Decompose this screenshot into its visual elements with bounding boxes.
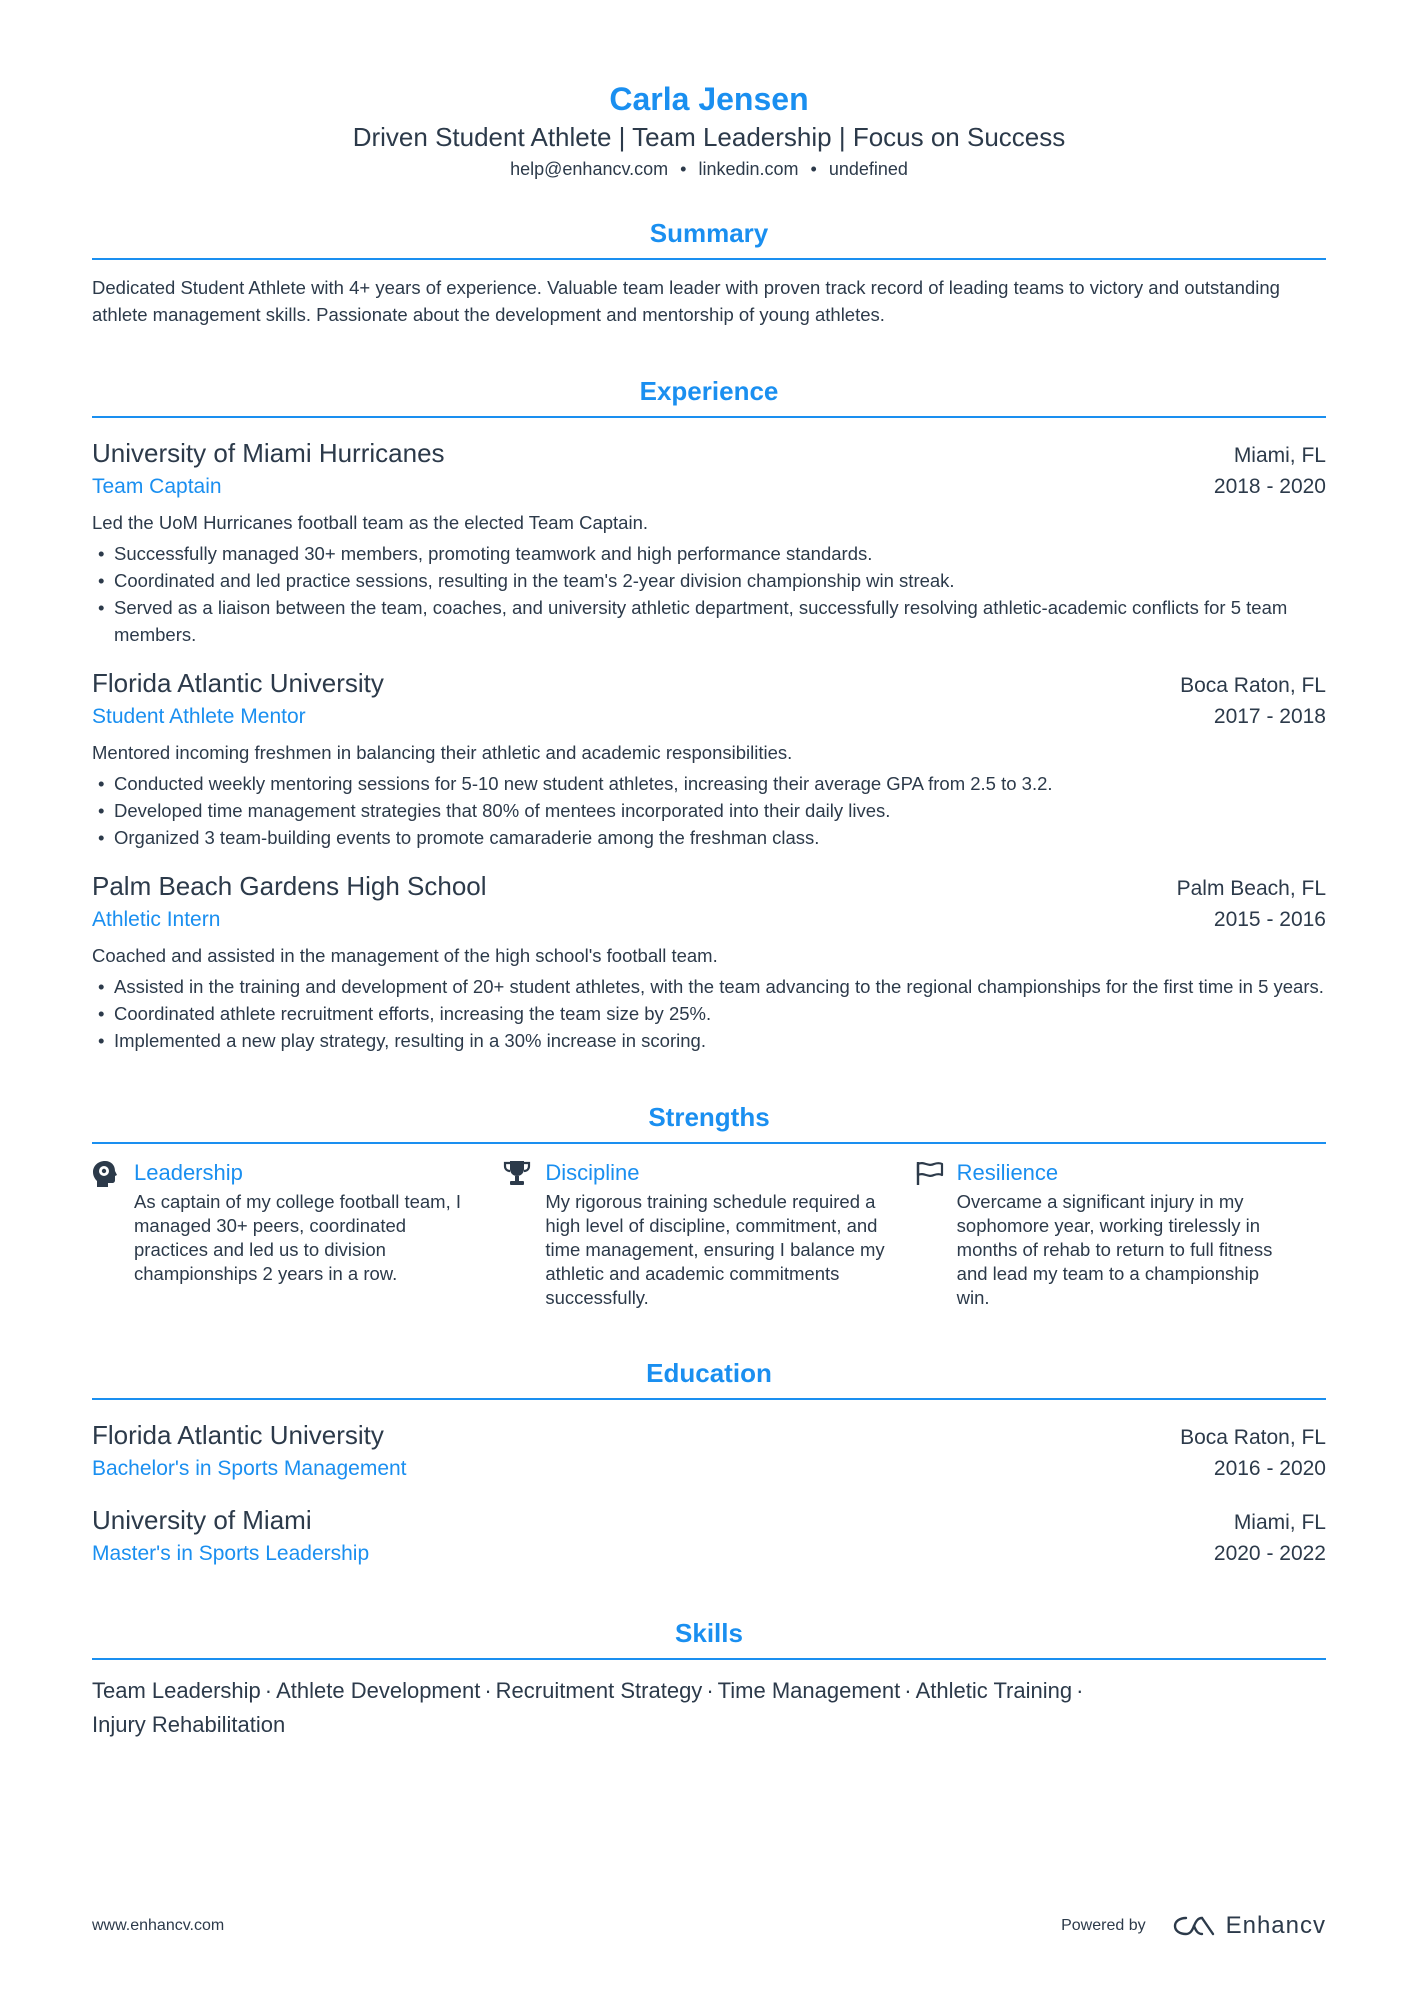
job-location: Boca Raton, FL [1180, 674, 1326, 697]
experience-entry [92, 436, 1326, 648]
job-location: Palm Beach, FL [1176, 877, 1326, 900]
job-dates: 2018 - 2020 [1213, 475, 1326, 498]
separator-dot: · [706, 1678, 714, 1703]
experience-entry [92, 666, 1326, 851]
strength-title: Discipline [545, 1160, 640, 1185]
experience-entry [92, 869, 1326, 1054]
bullet-item: • Assisted in the training and development of 20+ student athletes, with the team advancing to the regional championships for the first time in 5 years. [92, 973, 1326, 1000]
job-title: Student Athlete Mentor [92, 705, 306, 728]
school-location: Miami, FL [1233, 1511, 1326, 1534]
strength-title: Resilience [956, 1160, 1059, 1185]
powered-by-label: Powered by [1061, 1917, 1146, 1934]
education-dates: 2016 - 2020 [1213, 1457, 1326, 1480]
education-dates: 2020 - 2022 [1213, 1542, 1326, 1565]
page-footer [92, 1912, 1326, 1940]
school-location: Boca Raton, FL [1180, 1426, 1326, 1449]
strength-item [915, 1158, 1326, 1310]
education-entry [92, 1503, 1326, 1570]
bullet-icon: • [98, 1030, 105, 1051]
job-dates: 2015 - 2016 [1213, 908, 1326, 931]
employer-name: Palm Beach Gardens High School [92, 871, 487, 901]
degree-name: Bachelor's in Sports Management [92, 1457, 407, 1480]
employer-name: University of Miami Hurricanes [92, 438, 445, 468]
education-section [92, 1356, 1326, 1570]
contact-other: undefined [828, 159, 908, 179]
education-entry [92, 1418, 1326, 1485]
enhancv-logo-icon [1172, 1915, 1216, 1937]
job-bullets [92, 770, 1326, 851]
footer-website[interactable]: www.enhancv.com [92, 1917, 225, 1934]
strengths-grid [92, 1158, 1326, 1310]
school-name: Florida Atlantic University [92, 1420, 384, 1450]
job-bullets [92, 540, 1326, 648]
separator-dot: · [904, 1678, 912, 1703]
bullet-icon: • [98, 543, 105, 564]
bullet-icon: • [98, 597, 105, 618]
bullet-icon: • [98, 976, 105, 997]
strength-item [92, 1158, 503, 1310]
contact-linkedin[interactable]: linkedin.com [698, 159, 799, 179]
head-brain-icon [92, 1158, 134, 1310]
section-title-skills: Skills [92, 1616, 1326, 1660]
skill-item: Time Management [717, 1678, 901, 1703]
bullet-item: • Organized 3 team-building events to promote camaraderie among the freshman class. [92, 824, 1326, 851]
separator-dot: · [1076, 1678, 1084, 1703]
job-location: Miami, FL [1233, 444, 1326, 467]
skill-item: Athletic Training [915, 1678, 1073, 1703]
bullet-item: • Successfully managed 30+ members, promoting teamwork and high performance standards. [92, 540, 1326, 567]
bullet-icon: • [98, 827, 105, 848]
skill-item: Team Leadership [92, 1678, 261, 1703]
candidate-subtitle: Driven Student Athlete | Team Leadership | Focus on Success [352, 122, 1066, 152]
bullet-item: • Developed time management strategies that 80% of mentees incorporated into their daily lives. [92, 797, 1326, 824]
strength-description: My rigorous training schedule required a high level of discipline, commitment, and time management, ensuring I balance my athletic and academic commitments successfully. [545, 1191, 885, 1308]
section-title-education: Education [92, 1356, 1326, 1400]
bullet-item: • Implemented a new play strategy, resulting in a 30% increase in scoring. [92, 1027, 1326, 1054]
skill-item: Recruitment Strategy [495, 1678, 703, 1703]
job-title: Athletic Intern [92, 908, 221, 931]
separator-dot: · [264, 1678, 273, 1703]
separator-dot: • [810, 159, 817, 179]
enhancv-logo[interactable] [1172, 1912, 1326, 1940]
bullet-icon: • [98, 773, 105, 794]
strength-description: As captain of my college football team, I managed 30+ peers, coordinated practices and led us to division championships 2 years in a row. [134, 1191, 462, 1284]
skill-item: Athlete Development [276, 1678, 481, 1703]
separator-dot: · [484, 1678, 492, 1703]
bullet-item: • Served as a liaison between the team, coaches, and university athletic department, successfully resolving athletic-academic conflicts for 5 team members. [92, 594, 1326, 648]
separator-dot: • [680, 159, 687, 179]
bullet-item: • Coordinated and led practice sessions, resulting in the team's 2-year division championship win streak. [92, 567, 1326, 594]
job-description: Mentored incoming freshmen in balancing their athletic and academic responsibilities. [92, 742, 793, 763]
candidate-name: Carla Jensen [609, 81, 809, 117]
strength-title: Leadership [134, 1160, 243, 1185]
contact-email[interactable]: help@enhancv.com [510, 159, 669, 179]
contact-line [92, 156, 1326, 182]
bullet-icon: • [98, 800, 105, 821]
footer-branding [1061, 1912, 1326, 1940]
summary-section [92, 216, 1326, 328]
experience-section [92, 374, 1326, 1054]
bullet-icon: • [98, 1003, 105, 1024]
summary-text: Dedicated Student Athlete with 4+ years of experience. Valuable team leader with proven track record of leading teams to victory and outstanding athlete management skills. Passionate about the development and mentorship of young athletes. [92, 277, 1280, 325]
job-bullets [92, 973, 1326, 1054]
section-title-summary: Summary [92, 216, 1326, 260]
section-title-experience: Experience [92, 374, 1326, 418]
skills-list [92, 1674, 1326, 1742]
flag-icon [915, 1158, 957, 1310]
bullet-icon: • [98, 570, 105, 591]
degree-name: Master's in Sports Leadership [92, 1542, 370, 1565]
resume-header [92, 0, 1326, 182]
skills-section [92, 1616, 1326, 1742]
strength-item [503, 1158, 914, 1310]
skill-item: Injury Rehabilitation [92, 1712, 286, 1737]
job-dates: 2017 - 2018 [1213, 705, 1326, 728]
resume-page [92, 0, 1326, 1742]
school-name: University of Miami [92, 1505, 312, 1535]
section-title-strengths: Strengths [92, 1100, 1326, 1144]
employer-name: Florida Atlantic University [92, 668, 384, 698]
job-description: Coached and assisted in the management of the high school's football team. [92, 945, 718, 966]
job-description: Led the UoM Hurricanes football team as the elected Team Captain. [92, 512, 648, 533]
strengths-section [92, 1100, 1326, 1310]
bullet-item: • Conducted weekly mentoring sessions for 5-10 new student athletes, increasing their average GPA from 2.5 to 3.2. [92, 770, 1326, 797]
strength-description: Overcame a significant injury in my sophomore year, working tirelessly in months of rehab to return to full fitness and lead my team to a championship win. [956, 1191, 1273, 1308]
job-title: Team Captain [92, 475, 222, 498]
brand-name: Enhancv [1225, 1912, 1326, 1939]
trophy-icon [503, 1158, 545, 1310]
bullet-item: • Coordinated athlete recruitment efforts, increasing the team size by 25%. [92, 1000, 1326, 1027]
